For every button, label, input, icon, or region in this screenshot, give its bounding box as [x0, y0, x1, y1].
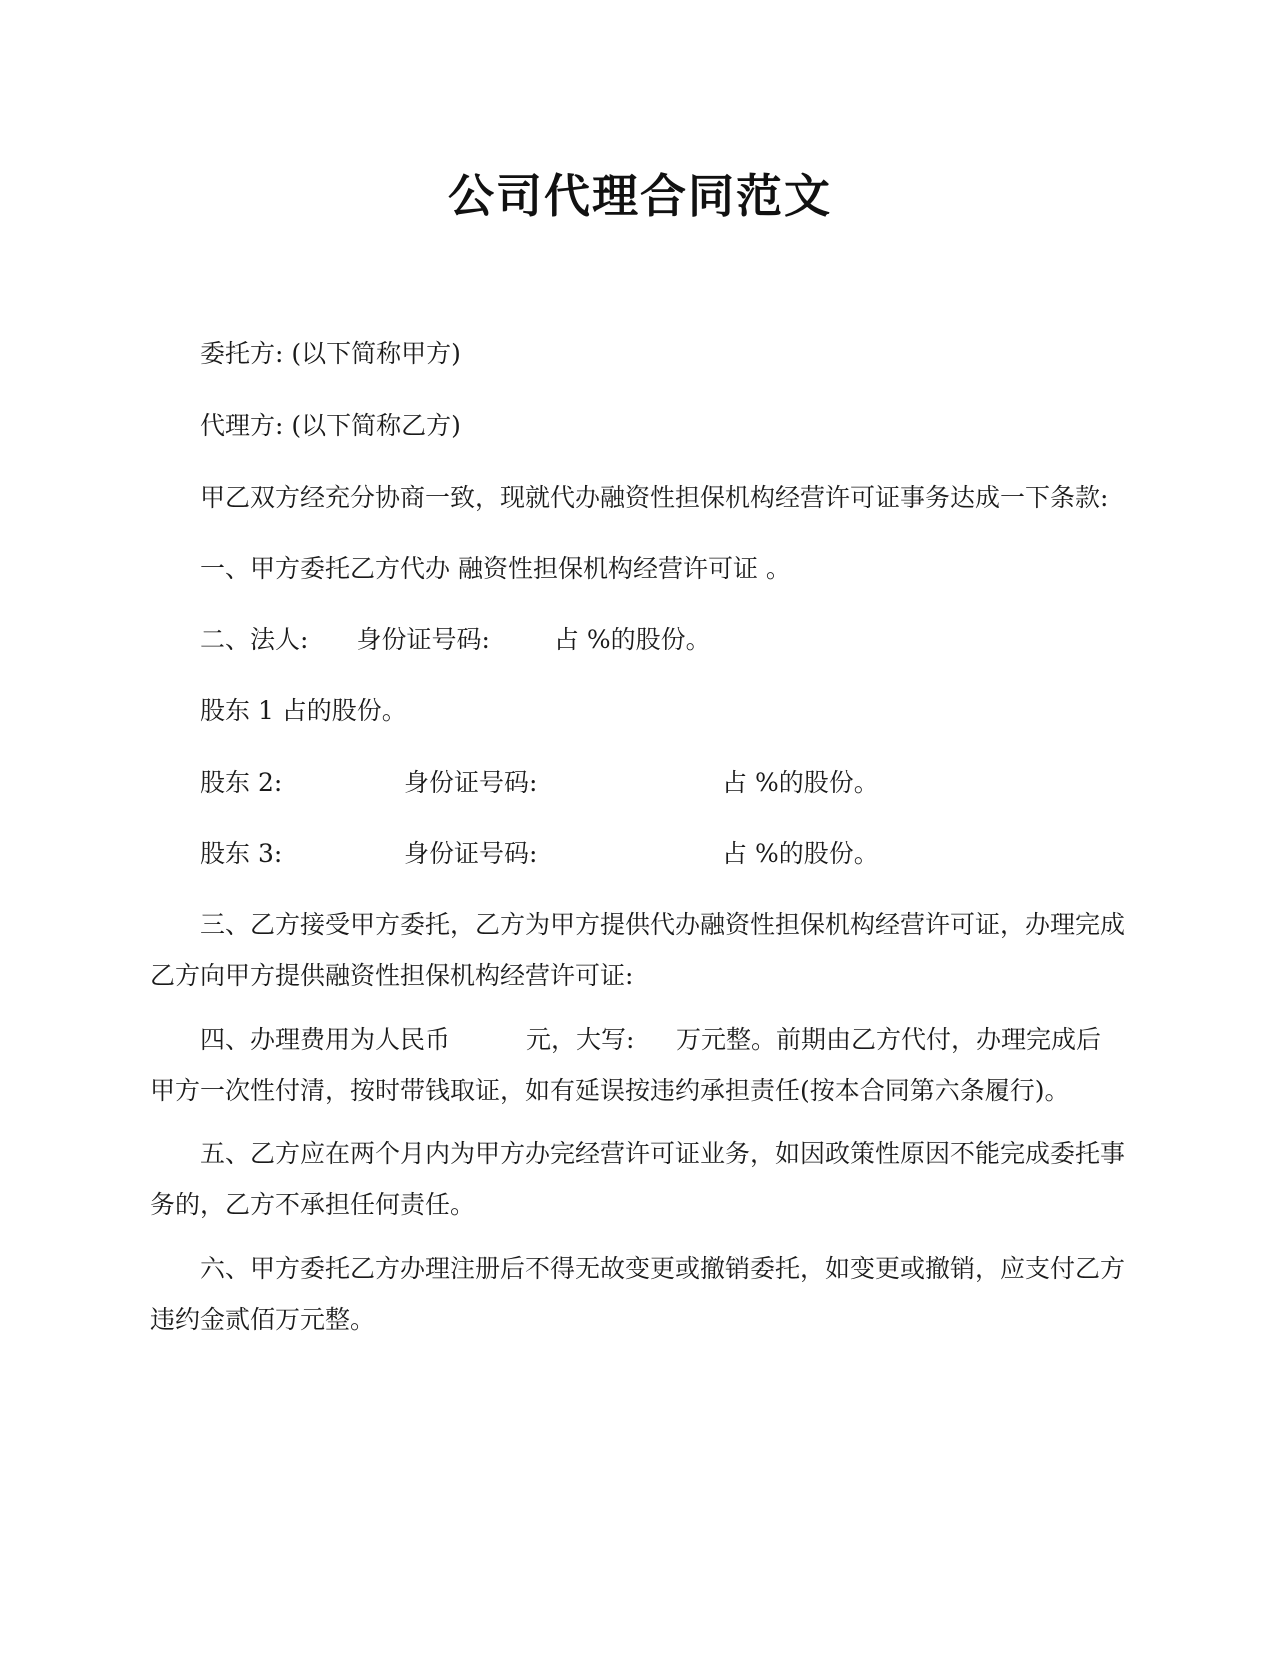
clause-5-line-1: 五、乙方应在两个月内为甲方办完经营许可证业务，如因政策性原因不能完成委托事 [200, 1139, 1126, 1168]
clause-4-part-b: 元，大写: [526, 1025, 635, 1054]
clause-3-line-2: 乙方向甲方提供融资性担保机构经营许可证: [150, 961, 634, 990]
clause-4-part-c: 万元整。前期由乙方代付，办理完成后 [676, 1025, 1102, 1054]
clause-3-line-1: 三、乙方接受甲方委托，乙方为甲方提供代办融资性担保机构经营许可证，办理完成 [200, 910, 1126, 939]
clause-2-id-label: 身份证号码: [356, 625, 490, 654]
clause-2-prefix: 二、法人: [200, 625, 309, 654]
clause-1: 一、甲方委托乙方代办 融资性担保机构经营许可证 。 [200, 554, 791, 583]
shareholder-2-label: 股东 2: [200, 768, 283, 797]
shareholder-3-share: 占 %的股份。 [722, 839, 879, 868]
clause-4-line-2: 甲方一次性付清，按时带钱取证，如有延误按违约承担责任(按本合同第六条履行)。 [150, 1076, 1070, 1105]
document-title: 公司代理合同范文 [448, 169, 832, 223]
clause-4-part-a: 四、办理费用为人民币 [200, 1025, 451, 1054]
shareholder-3-label: 股东 3: [200, 839, 283, 868]
shareholder-1-line: 股东 1 占的股份。 [200, 696, 407, 725]
clause-6-line-1: 六、甲方委托乙方办理注册后不得无故变更或撤销委托，如变更或撤销，应支付乙方 [200, 1254, 1126, 1283]
clause-2 [200, 623, 711, 657]
agent-line: 代理方: (以下简称乙方) [200, 411, 461, 440]
clause-6-line-2: 违约金贰佰万元整。 [150, 1305, 376, 1334]
shareholder-3-id-label: 身份证号码: [404, 839, 538, 868]
clause-5-line-2: 务的，乙方不承担任何责任。 [150, 1190, 476, 1219]
client-line: 委托方: (以下简称甲方) [200, 339, 461, 368]
clause-2-share: 占 %的股份。 [553, 625, 711, 654]
shareholder-2-share: 占 %的股份。 [722, 768, 879, 797]
intro-paragraph: 甲乙双方经充分协商一致，现就代办融资性担保机构经营许可证事务达成一下条款: [200, 483, 1109, 512]
shareholder-2-id-label: 身份证号码: [404, 768, 538, 797]
